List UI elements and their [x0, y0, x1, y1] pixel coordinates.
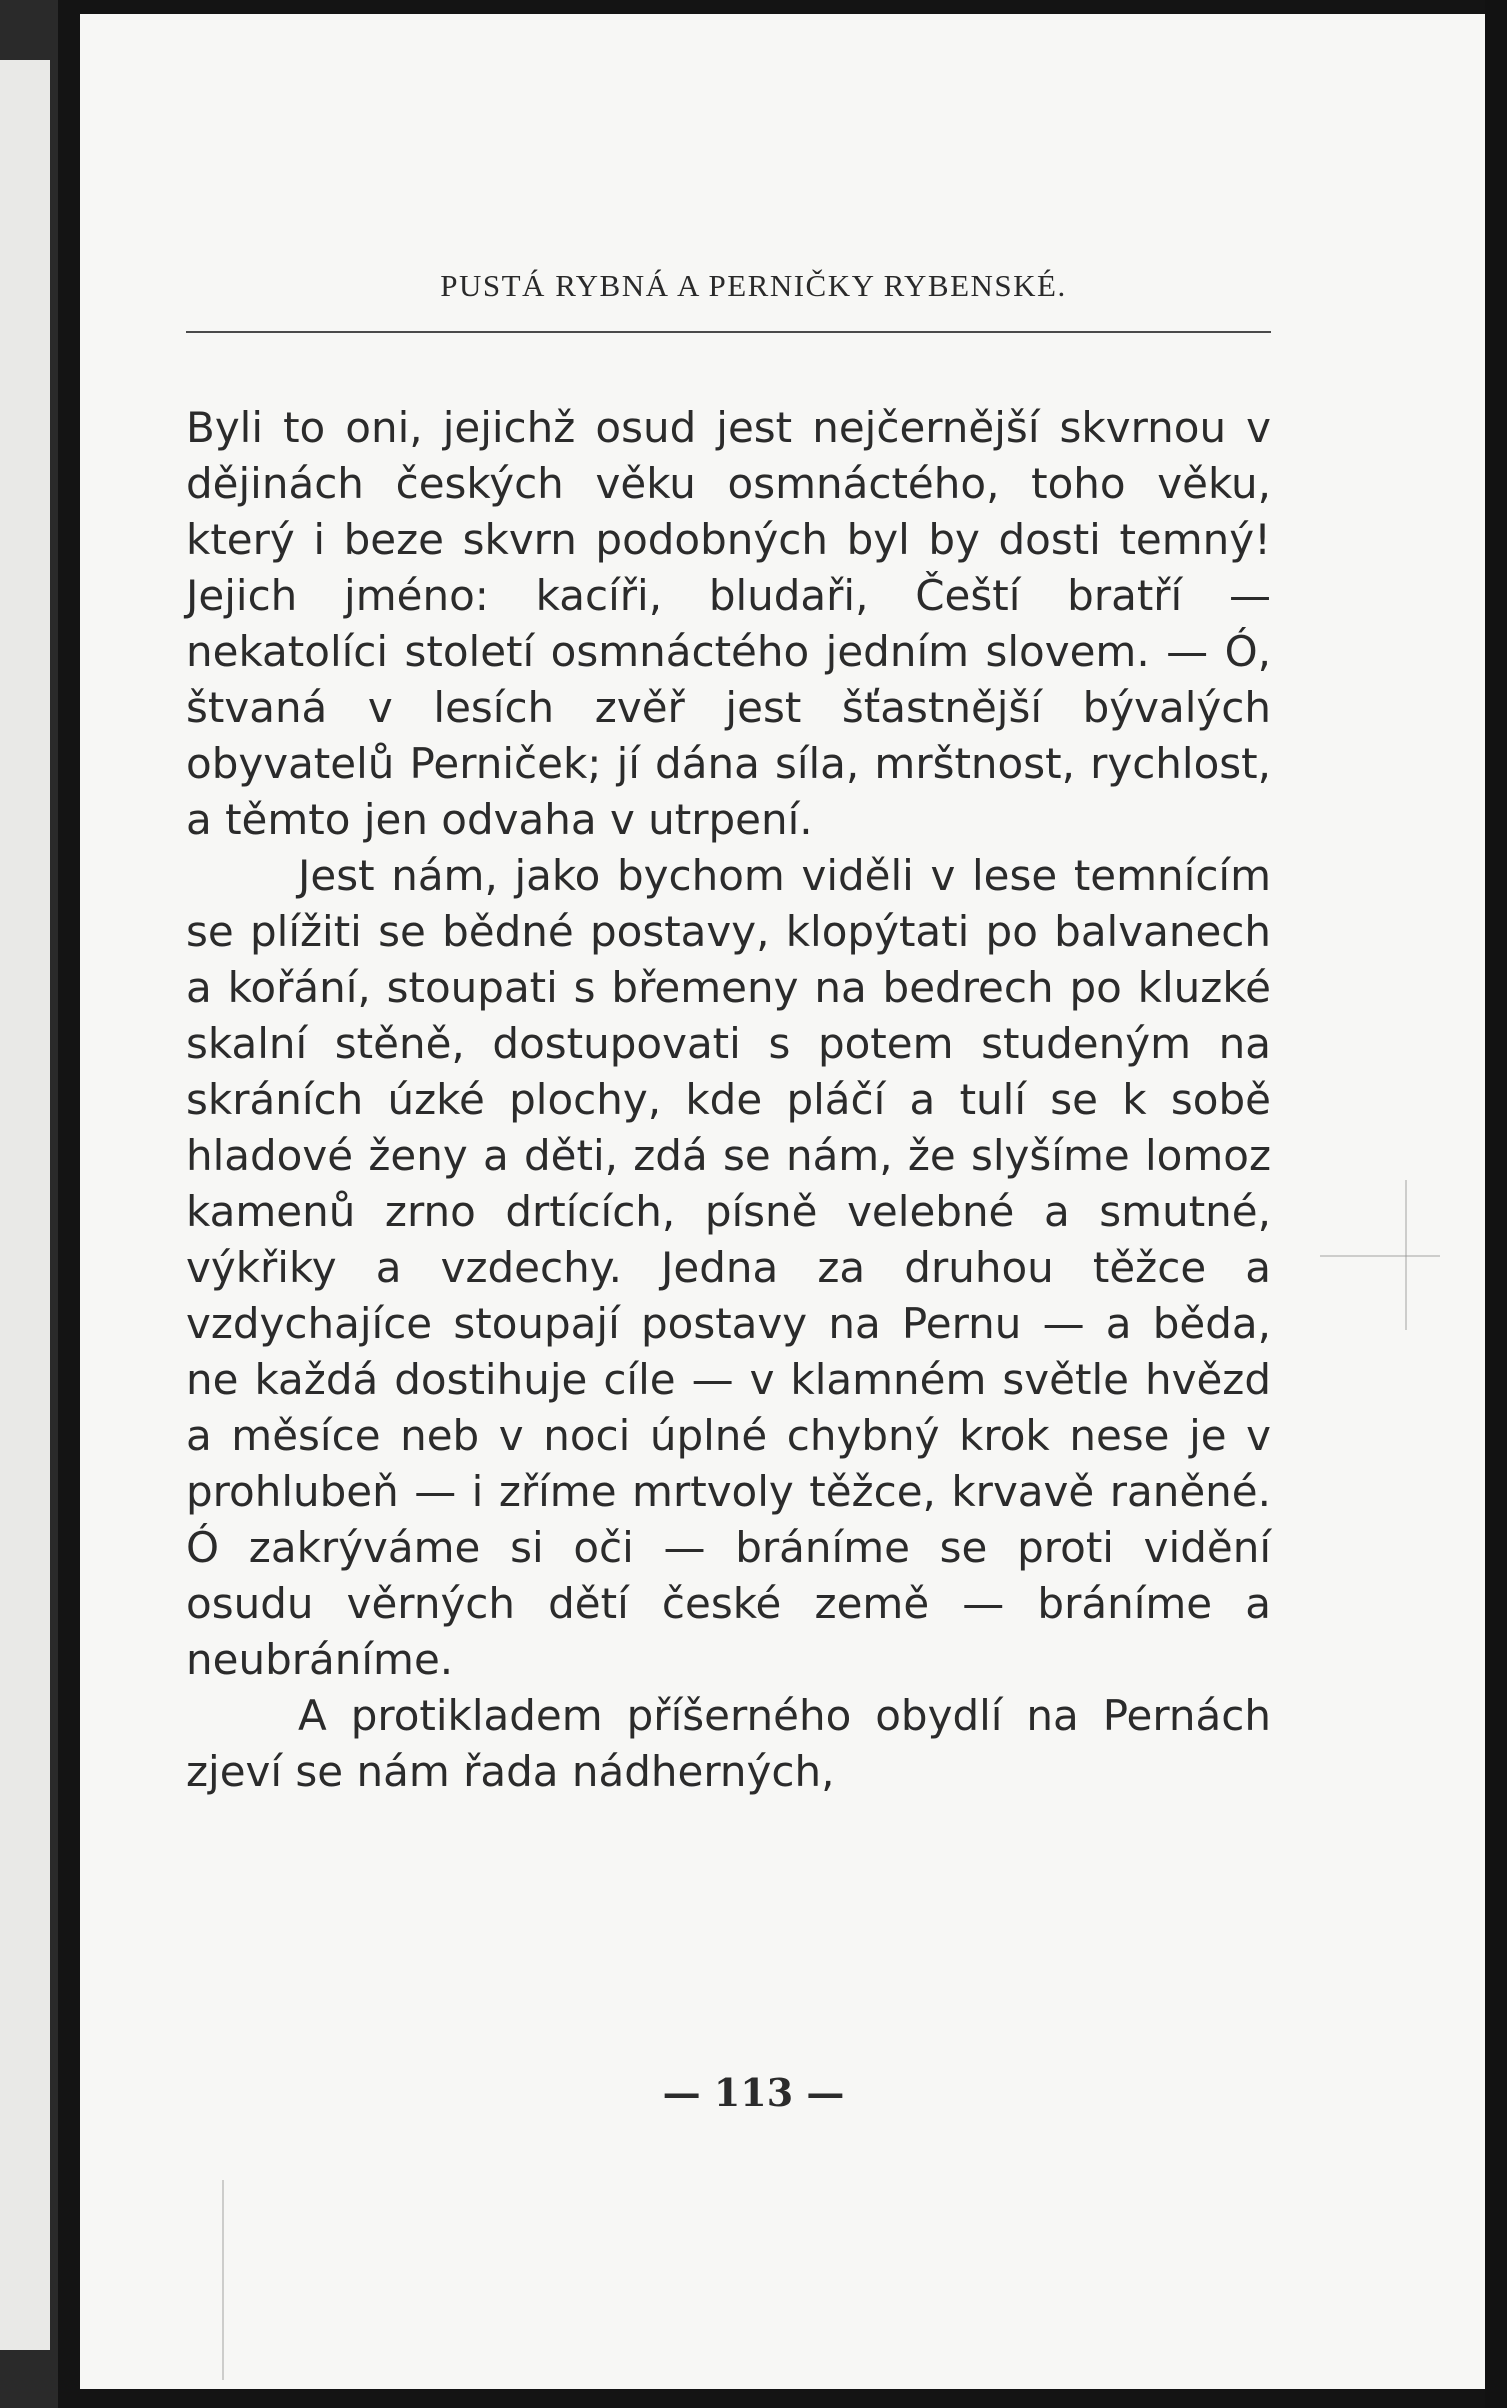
scan-mark: [1320, 1255, 1440, 1257]
scan-mark: [222, 2180, 224, 2380]
facing-page-edge: [0, 60, 50, 2350]
page-number: — 113 —: [662, 2070, 845, 2115]
paragraph-1: Byli to oni, jejichž osud jest nejčernější skvrnou v dějinách českých věku osmnáctého, toho věku, který i beze skvrn podobných byl by dosti temný! Jejich jméno: kacíři, bludaři, Čeští bratří — nekatolíci století osmnáctého jedním slovem. — Ó, štvaná v lesích zvěř jest šťastnější bývalých obyvatelů Perniček; jí dána síla, mrštnost, rychlost, a těmto jen odvaha v utrpení.: [186, 403, 1271, 844]
scan-border: [1485, 0, 1507, 2408]
running-head: PUSTÁ RYBNÁ A PERNIČKY RYBENSKÉ.: [440, 268, 1067, 303]
paragraph-3: A protikladem příšerného obydlí na Pernách zjeví se nám řada nádherných,: [186, 1691, 1271, 1796]
paragraph-2: Jest nám, jako bychom viděli v lese temnícím se plížiti se bědné postavy, klopýtati po balvanech a kořání, stoupati s břemeny na bedrech po kluzké skalní stěně, dostupovati s potem studeným na skráních úzké plochy, kde pláčí a tulí se k sobě hladové ženy a děti, zdá se nám, že slyšíme lomoz kamenů zrno drtících, písně velebné a smutné, výkřiky a vzdechy. Jedna za druhou těžce a vzdychajíce stoupají postavy na Pernu — a běda, ne každá dostihuje cíle — v klamném světle hvězd a měsíce neb v noci úplné chybný krok nese je v prohlubeň — i zříme mrtvoly těžce, krvavě raněné. Ó zakrýváme si oči — bráníme se proti vidění osudu věrných dětí české země — bráníme a neubráníme.: [186, 851, 1271, 1684]
header-rule: [186, 331, 1271, 333]
body-text: [186, 400, 1271, 1800]
